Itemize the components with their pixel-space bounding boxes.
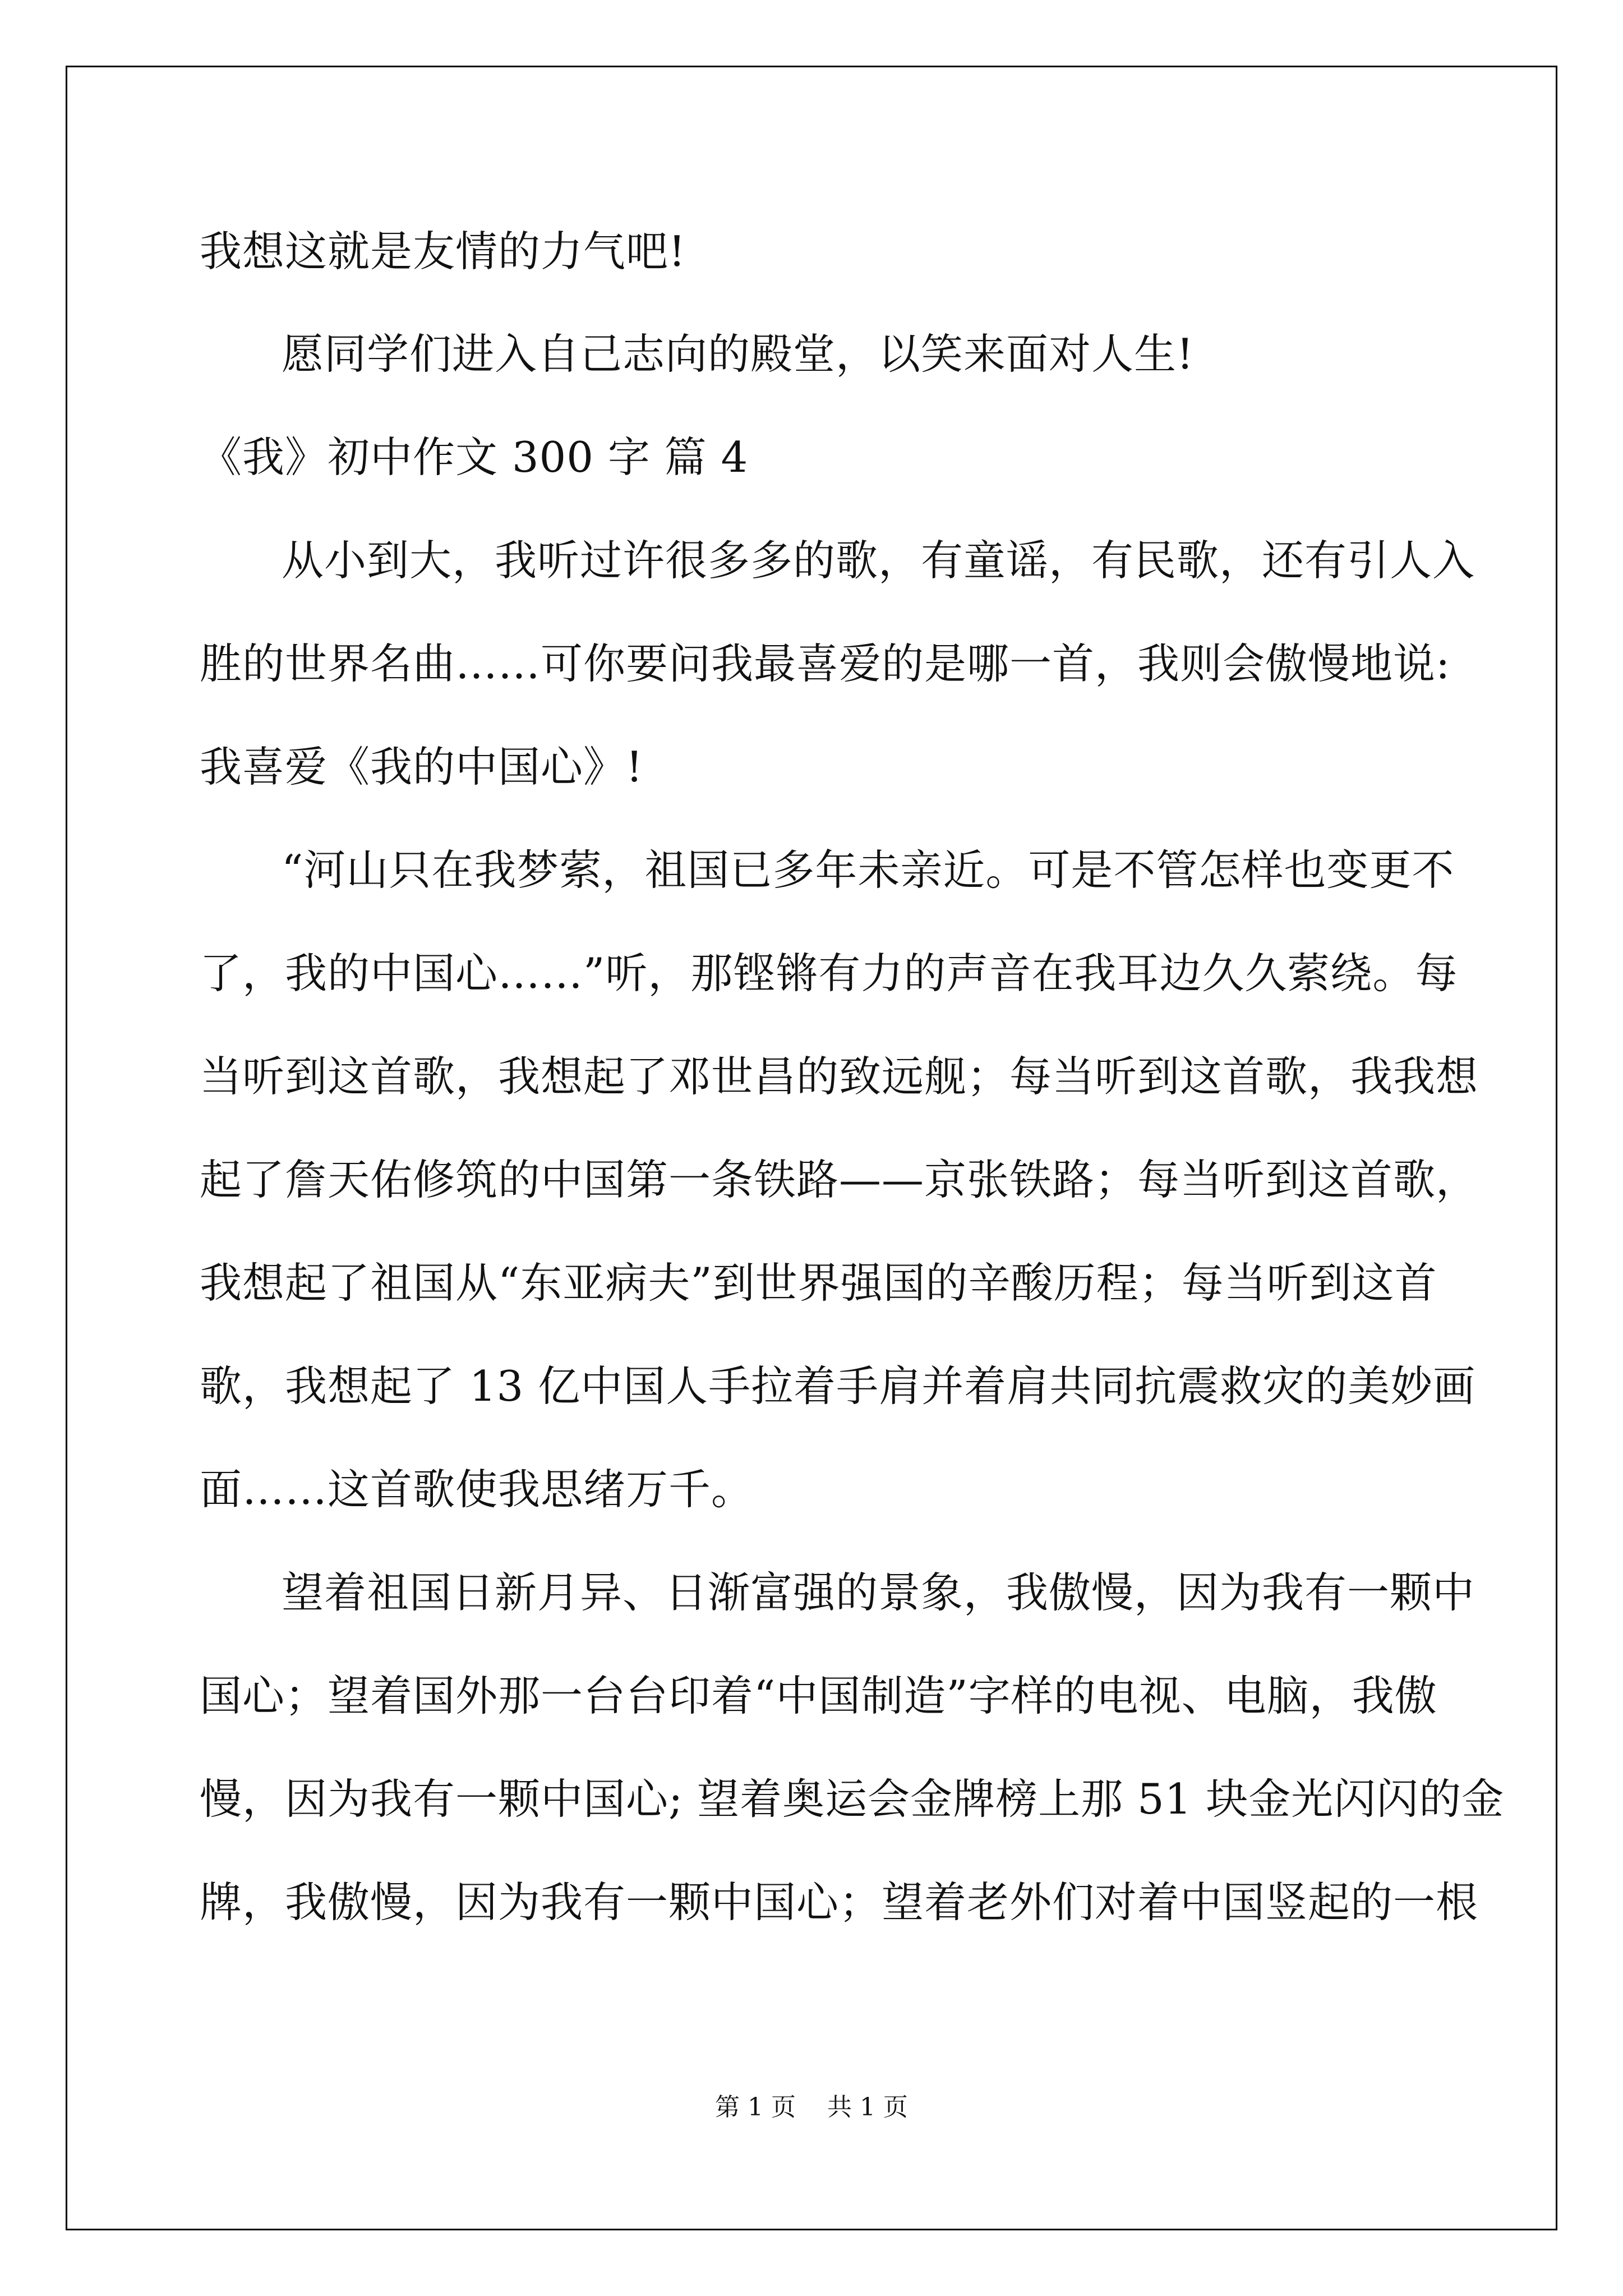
page-footer: 第 1 页 共 1 页 <box>715 2093 908 2122</box>
text-line-7: 了，我的中国心……”听，那铿锵有力的声音在我耳边久久萦绕。每 <box>200 949 1458 998</box>
text-line-8: 当听到这首歌，我想起了邓世昌的致远舰；每当听到这首歌，我我想 <box>200 1052 1479 1101</box>
text-line-2: 愿同学们进入自己志向的殿堂，以笑来面对人生! <box>282 329 1195 379</box>
text-line-10: 我想起了祖国从“东亚病夫”到世界强国的辛酸历程；每当听到这首 <box>200 1258 1437 1308</box>
text-line-13: 望着祖国日新月异、日渐富强的景象，我傲慢，因为我有一颗中 <box>282 1568 1476 1617</box>
text-line-4: 胜的世界名曲……可你要问我最喜爱的是哪一首，我则会傲慢地说: <box>200 639 1451 688</box>
text-line-9: 起了詹天佑修筑的中国第一条铁路——京张铁路；每当听到这首歌， <box>200 1155 1479 1204</box>
text-line-3: 从小到大，我听过许很多多的歌，有童谣，有民歌，还有引人入 <box>282 536 1476 585</box>
text-line-14: 国心；望着国外那一台台印着“中国制造”字样的电视、电脑，我傲 <box>200 1671 1437 1720</box>
text-line-16: 牌，我傲慢，因为我有一颗中国心；望着老外们对着中国竖起的一根 <box>200 1878 1479 1927</box>
text-line-12: 面……这首歌使我思绪万千。 <box>200 1465 754 1514</box>
text-line-1: 我想这就是友情的力气吧! <box>200 227 686 276</box>
section-heading: 《我》初中作文 300 字 篇 4 <box>200 432 749 482</box>
text-line-6: “河山只在我梦萦，祖国已多年未亲近。可是不管怎样也变更不 <box>282 845 1455 895</box>
text-line-11: 歌，我想起了 13 亿中国人手拉着手肩并着肩共同抗震救灾的美妙画 <box>200 1361 1476 1411</box>
text-line-5: 我喜爱《我的中国心》! <box>200 742 644 792</box>
text-line-15: 慢，因为我有一颗中国心; 望着奥运会金牌榜上那 51 块金光闪闪的金 <box>200 1774 1505 1824</box>
